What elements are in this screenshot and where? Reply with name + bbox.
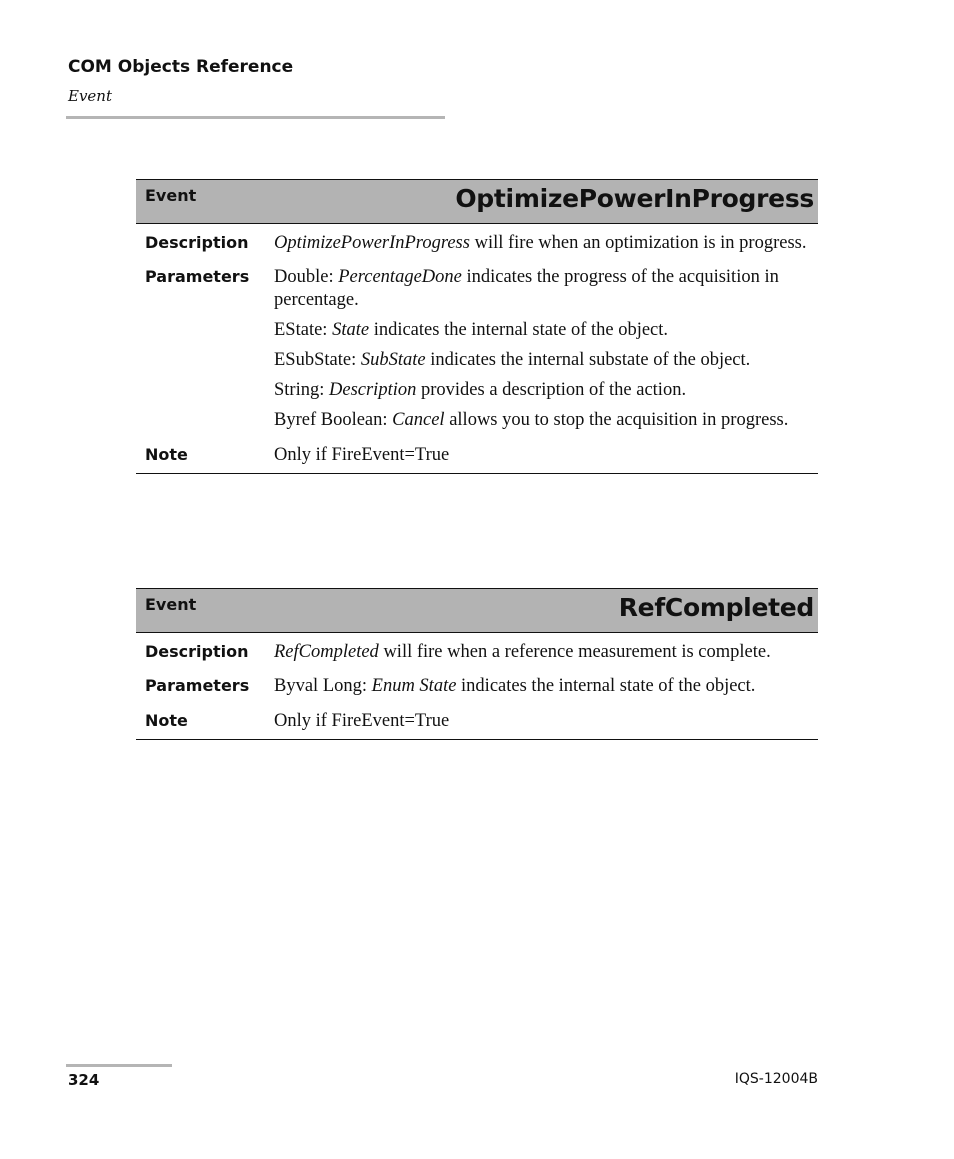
parameter-item: ESubState: SubState indicates the internal substate of the object. <box>274 350 751 370</box>
parameter-item: EState: State indicates the internal state of the object. <box>274 320 669 340</box>
event-label: Event <box>145 595 197 614</box>
description-label: Description <box>145 642 249 661</box>
parameters-list <box>274 675 814 698</box>
description-label: Description <box>145 233 249 252</box>
parameter-item: Byref Boolean: Cancel allows you to stop the acquisition in progress. <box>274 410 789 430</box>
event-name: OptimizePowerInProgress <box>455 184 814 213</box>
event-name: RefCompleted <box>618 593 814 622</box>
parameter-item: String: Description provides a description of the action. <box>274 380 687 400</box>
page-number: 324 <box>68 1071 100 1089</box>
parameters-list <box>274 266 814 432</box>
description-row <box>136 224 818 255</box>
event-label: Event <box>145 186 197 205</box>
parameters-label: Parameters <box>145 676 250 695</box>
note-row <box>136 698 818 739</box>
running-header-title: COM Objects Reference <box>68 57 294 77</box>
running-header-subtitle: Event <box>68 87 112 105</box>
note-label: Note <box>145 445 188 464</box>
header-rule <box>66 116 445 119</box>
event-table-header <box>136 588 818 633</box>
note-value: Only if FireEvent=True <box>274 445 450 465</box>
description-event-name: RefCompleted <box>274 642 379 662</box>
note-label: Note <box>145 711 188 730</box>
parameters-row <box>136 664 818 698</box>
parameters-label: Parameters <box>145 267 250 286</box>
parameter-item: Byval Long: Enum State indicates the internal state of the object. <box>274 676 756 696</box>
parameters-row <box>136 255 818 432</box>
event-table-optimizepowerinprogress <box>136 179 818 474</box>
note-row <box>136 432 818 473</box>
description-text: will fire when an optimization is in progress. <box>469 233 807 253</box>
description-value <box>274 641 814 664</box>
parameter-item: Double: PercentageDone indicates the progress of the acquisition in percentage. <box>274 267 779 310</box>
event-table-refcompleted <box>136 588 818 740</box>
document-code: IQS-12004B <box>734 1071 818 1087</box>
description-event-name: OptimizePowerInProgress <box>274 233 470 253</box>
footer-rule <box>66 1064 172 1067</box>
description-value <box>274 232 814 255</box>
description-row <box>136 633 818 664</box>
note-value: Only if FireEvent=True <box>274 711 450 731</box>
description-text: will fire when a reference measurement is complete. <box>378 642 771 662</box>
event-table-header <box>136 179 818 224</box>
